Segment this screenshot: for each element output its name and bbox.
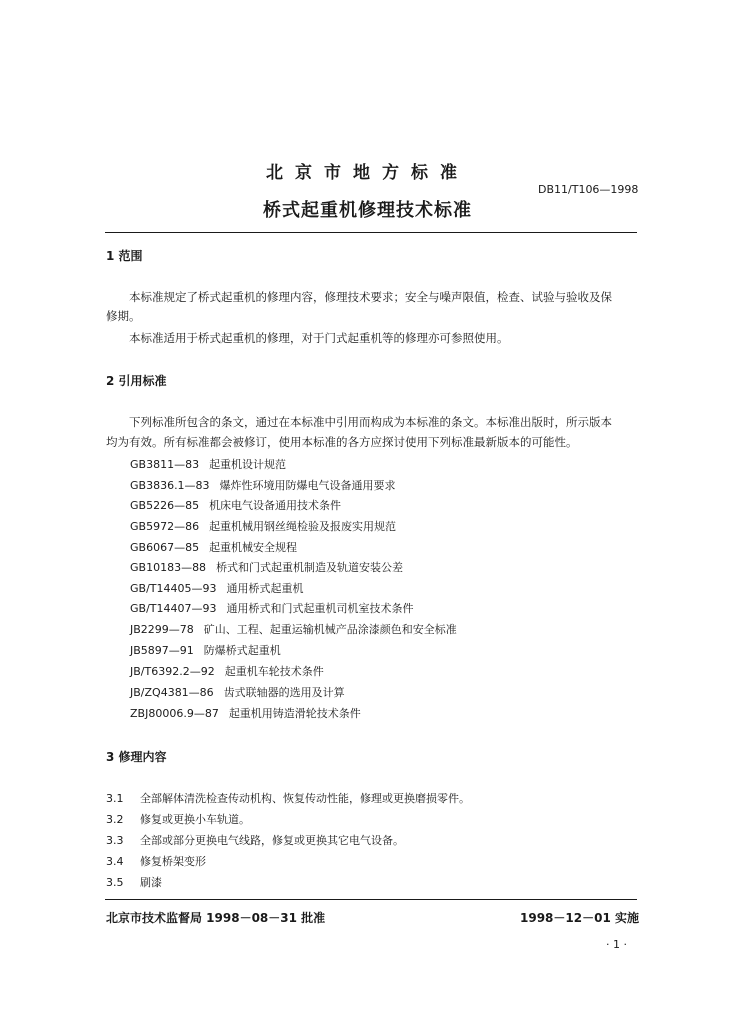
reference-code: ZBJ80006.9—87 [130, 707, 219, 720]
reference-name: 爆炸性环境用防爆电气设备通用要求 [219, 479, 396, 492]
list-item [106, 874, 162, 890]
reference-code: GB3836.1—83 [130, 479, 210, 492]
reference-name: 桥式和门式起重机制造及轨道安装公差 [216, 561, 404, 574]
reference-code: JB5897—91 [130, 644, 194, 657]
reference-name: 矿山、工程、起重运输机械产品涂漆颜色和安全标准 [203, 623, 457, 636]
reference-item [130, 600, 414, 616]
page-title: 桥式起重机修理技术标准 [263, 200, 472, 221]
section-1-paragraph-1-line-1: 本标准规定了桥式起重机的修理内容，修理技术要求；安全与噪声限值，检查、试验与验收及保 [129, 290, 612, 304]
reference-code: GB3811—83 [130, 458, 200, 471]
approval-info: 北京市技术监督局 1998－08－31 批准 [106, 911, 326, 925]
reference-name: 起重机械用钢丝绳检验及报废实用规范 [209, 520, 397, 533]
reference-item [130, 684, 345, 700]
reference-name: 起重机用铸造滑轮技术条件 [228, 707, 361, 720]
item-number: 3.1 [106, 792, 124, 805]
reference-item [130, 559, 403, 575]
reference-item [130, 580, 304, 596]
reference-name: 机床电气设备通用技术条件 [209, 499, 342, 512]
reference-name: 起重机械安全规程 [209, 541, 298, 554]
reference-code: GB5226—85 [130, 499, 200, 512]
reference-item [130, 456, 286, 472]
section-2-heading: 2 引用标准 [106, 374, 167, 388]
reference-item [130, 477, 396, 493]
reference-code: JB/ZQ4381—86 [130, 686, 214, 699]
item-number: 3.2 [106, 813, 124, 826]
reference-code: JB/T6392.2—92 [130, 665, 215, 678]
document-number: DB11/T106—1998 [538, 183, 639, 196]
item-number: 3.5 [106, 876, 124, 889]
reference-code: JB2299—78 [130, 623, 194, 636]
reference-name: 起重机车轮技术条件 [224, 665, 324, 678]
section-1-heading: 1 范围 [106, 249, 143, 263]
list-item [106, 853, 206, 869]
reference-item [130, 539, 297, 555]
section-1-paragraph-1-line-2: 修期。 [106, 309, 141, 323]
reference-item [130, 497, 341, 513]
reference-name: 防爆桥式起重机 [203, 644, 281, 657]
section-1-paragraph-2: 本标准适用于桥式起重机的修理，对于门式起重机等的修理亦可参照使用。 [129, 331, 509, 345]
reference-item [130, 663, 324, 679]
item-text: 刷漆 [140, 876, 162, 889]
reference-name: 通用桥式起重机 [226, 582, 304, 595]
local-standard-label: 北京市地方标准 [266, 163, 469, 183]
reference-name: 齿式联轴器的选用及计算 [223, 686, 345, 699]
reference-name: 通用桥式和门式起重机司机室技术条件 [226, 602, 414, 615]
reference-item [130, 642, 281, 658]
implementation-date: 1998－12－01 实施 [520, 911, 639, 925]
item-number: 3.4 [106, 855, 124, 868]
reference-name: 起重机设计规范 [209, 458, 287, 471]
page-number: · 1 · [606, 938, 627, 951]
item-text: 全部或部分更换电气线路，修复或更换其它电气设备。 [140, 834, 404, 847]
reference-code: GB/T14407—93 [130, 602, 217, 615]
reference-code: GB6067—85 [130, 541, 200, 554]
section-2-paragraph-line-2: 均为有效。所有标准都会被修订，使用本标准的各方应探讨使用下列标准最新版本的可能性。 [106, 435, 578, 449]
list-item [106, 790, 470, 806]
reference-code: GB5972—86 [130, 520, 200, 533]
reference-item [130, 705, 361, 721]
item-text: 全部解体清洗检查传动机构、恢复传动性能，修理或更换磨损零件。 [140, 792, 470, 805]
item-text: 修复或更换小车轨道。 [140, 813, 250, 826]
section-3-heading: 3 修理内容 [106, 750, 167, 764]
section-2-paragraph-line-1: 下列标准所包含的条文，通过在本标准中引用而构成为本标准的条文。本标准出版时，所示版本 [129, 415, 612, 429]
item-text: 修复桥架变形 [140, 855, 206, 868]
reference-code: GB/T14405—93 [130, 582, 217, 595]
reference-code: GB10183—88 [130, 561, 207, 574]
reference-item [130, 621, 457, 637]
item-number: 3.3 [106, 834, 124, 847]
footer-divider [105, 899, 637, 900]
reference-item [130, 518, 396, 534]
list-item [106, 811, 250, 827]
header-divider [105, 232, 637, 233]
list-item [106, 832, 404, 848]
